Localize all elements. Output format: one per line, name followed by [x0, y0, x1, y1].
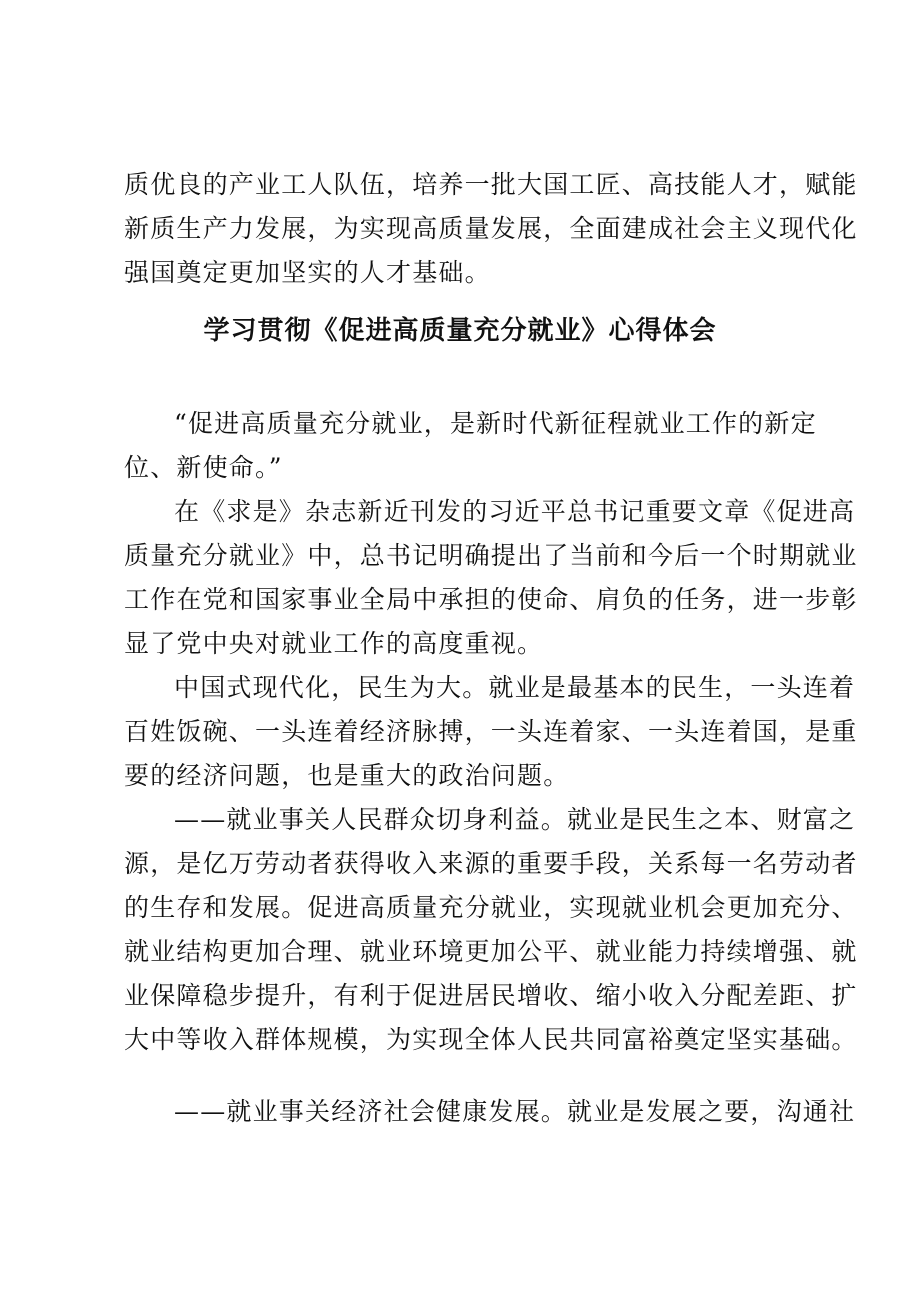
article-title: 学习贯彻《促进高质量充分就业》心得体会: [203, 316, 717, 346]
paragraph-line: 中国式现代化，民生为大。就业是最基本的民生，一头连着: [174, 673, 856, 702]
paragraph-line: 在《求是》杂志新近刊发的习近平总书记重要文章《促进高: [174, 497, 856, 526]
paragraph-line: 就业结构更加合理、就业环境更加公平、就业能力持续增强、就: [124, 937, 858, 966]
paragraph-line: ——就业事关人民群众切身利益。就业是民生之本、财富之: [174, 805, 856, 834]
paragraph-line: 要的经济问题，也是重大的政治问题。: [124, 761, 570, 790]
paragraph-line: 源，是亿万劳动者获得收入来源的重要手段，关系每一名劳动者: [124, 849, 858, 878]
paragraph-line: 质量充分就业》中，总书记明确提出了当前和今后一个时期就业: [124, 541, 858, 570]
paragraph-line: 工作在党和国家事业全局中承担的使命、肩负的任务，进一步彰: [124, 585, 858, 614]
paragraph-line: 位、新使命。”: [124, 453, 283, 482]
paragraph-line: 百姓饭碗、一头连着经济脉搏，一头连着家、一头连着国，是重: [124, 717, 858, 746]
intro-line: 强国奠定更加坚实的人才基础。: [124, 258, 491, 287]
paragraph-line: “促进高质量充分就业，是新时代新征程就业工作的新定: [174, 409, 817, 438]
intro-line: 质优良的产业工人队伍，培养一批大国工匠、高技能人才，赋能: [124, 170, 858, 199]
intro-line: 新质生产力发展，为实现高质量发展，全面建成社会主义现代化: [124, 214, 858, 243]
paragraph-line: 的生存和发展。促进高质量充分就业，实现就业机会更加充分、: [124, 893, 858, 922]
paragraph-line: ——就业事关经济社会健康发展。就业是发展之要，沟通社: [174, 1097, 856, 1126]
paragraph-line: 大中等收入群体规模，为实现全体人民共同富裕奠定坚实基础。: [124, 1025, 858, 1054]
paragraph-line: 业保障稳步提升，有利于促进居民增收、缩小收入分配差距、扩: [124, 981, 858, 1010]
paragraph-line: 显了党中央对就业工作的高度重视。: [124, 629, 544, 658]
